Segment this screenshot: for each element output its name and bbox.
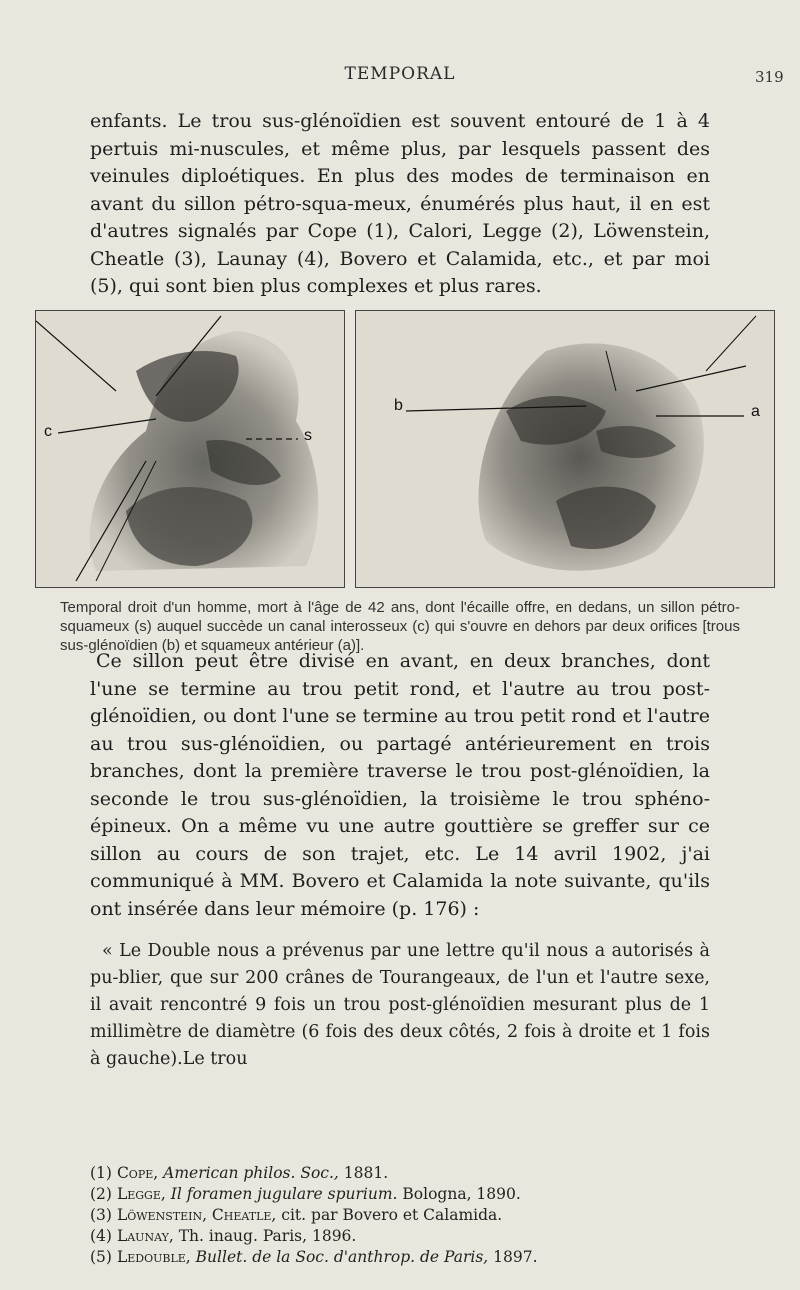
footnote-number: (1) xyxy=(90,1164,112,1182)
figure-label-a: a xyxy=(751,403,760,420)
footnote-rest: 1897. xyxy=(493,1248,538,1266)
figure-right-panel xyxy=(355,310,775,588)
temporal-bone-outer-illustration xyxy=(356,311,775,588)
footnote-number: (2) xyxy=(90,1185,112,1203)
footnotes xyxy=(90,1163,710,1268)
page-header-title: TEMPORAL xyxy=(344,64,456,84)
footnote-rest: 1881. xyxy=(343,1164,389,1182)
figure-label-c: c xyxy=(44,423,52,440)
page-number: 319 xyxy=(755,68,784,86)
footnote-author: Cope, xyxy=(116,1164,159,1182)
footnote-title: American philos. Soc., xyxy=(163,1164,339,1182)
footnote-rest: Bologna, 1890. xyxy=(402,1185,521,1203)
figure-label-b: b xyxy=(394,397,403,414)
temporal-bone-inner-illustration xyxy=(36,311,345,588)
footnote-title: Il foramen jugulare spurium. xyxy=(170,1185,398,1203)
footnote-rest: cit. par Bovero et Calamida. xyxy=(281,1206,503,1224)
footnote-number: (3) xyxy=(90,1206,112,1224)
figure-left-panel xyxy=(35,310,345,588)
figure-label-s: s xyxy=(304,427,312,444)
footnote-title: Bullet. de la Soc. d'anthrop. de Paris, xyxy=(195,1248,489,1266)
footnote-author: Ledouble, xyxy=(116,1248,191,1266)
figure-caption: Temporal droit d'un homme, mort à l'âge de 42 ans, dont l'écaille offre, en dedans, un sillon pétro-squameux (s) auquel succède un canal interosseux (c) qui s'ouvre en dehors par deux orifices [trous sus-glénoïdien (b) et squameux antérieur (a)]. xyxy=(60,599,740,654)
paragraph-2: Ce sillon peut être divisé en avant, en deux branches, dont l'une se termine au trou petit rond, et l'autre au trou post-glénoïdien, ou dont l'une se termine au trou petit rond et l'autre au trou sus-glénoïdien, ou partagé antérieurement en trois branches, dont la première traverse le trou post-glénoïdien, la seconde le trou sus-glénoïdien, la troisième le trou sphéno-épineux. On a même vu une autre gouttière se greffer sur ce sillon au cours de son trajet, etc. Le 14 avril 1902, j'ai communiqué à MM. Bovero et Calamida la note suivante, qu'ils ont insérée dans leur mémoire (p. 176) : xyxy=(90,650,710,920)
footnote xyxy=(90,1205,710,1226)
footnote xyxy=(90,1184,710,1205)
paragraph-1: enfants. Le trou sus-glénoïdien est souvent entouré de 1 à 4 pertuis mi-nuscules, et même plus, par lesquels passent des veinules diploétiques. En plus des modes de terminaison en avant du sillon pétro-squa-meux, énumérés plus haut, il en est d'autres signalés par Cope (1), Calori, Legge (2), Löwenstein, Cheatle (3), Launay (4), Bovero et Calamida, etc., et par moi (5), qui sont bien plus complexes et plus rares. xyxy=(90,110,710,297)
footnote-number: (4) xyxy=(90,1227,112,1245)
footnote xyxy=(90,1226,710,1247)
footnote-author: Löwenstein, Cheatle, xyxy=(116,1206,277,1224)
footnote-rest: Th. inaug. Paris, 1896. xyxy=(178,1227,357,1245)
footnote xyxy=(90,1163,710,1184)
footnote-author: Launay, xyxy=(116,1227,174,1245)
footnote-author: Legge, xyxy=(116,1185,166,1203)
paragraph-3-quotation: « Le Double nous a prévenus par une lettre qu'il nous a autorisés à pu-blier, que sur 200 crânes de Tourangeaux, de l'un et l'autre sexe, il avait rencontré 9 fois un trou post-glénoïdien mesurant plus de 1 millimètre de diamètre (6 fois des deux côtés, 2 fois à droite et 1 fois à gauche).Le trou xyxy=(90,941,710,1069)
footnote xyxy=(90,1247,710,1268)
anatomical-figure xyxy=(35,310,775,590)
footnote-number: (5) xyxy=(90,1248,112,1266)
